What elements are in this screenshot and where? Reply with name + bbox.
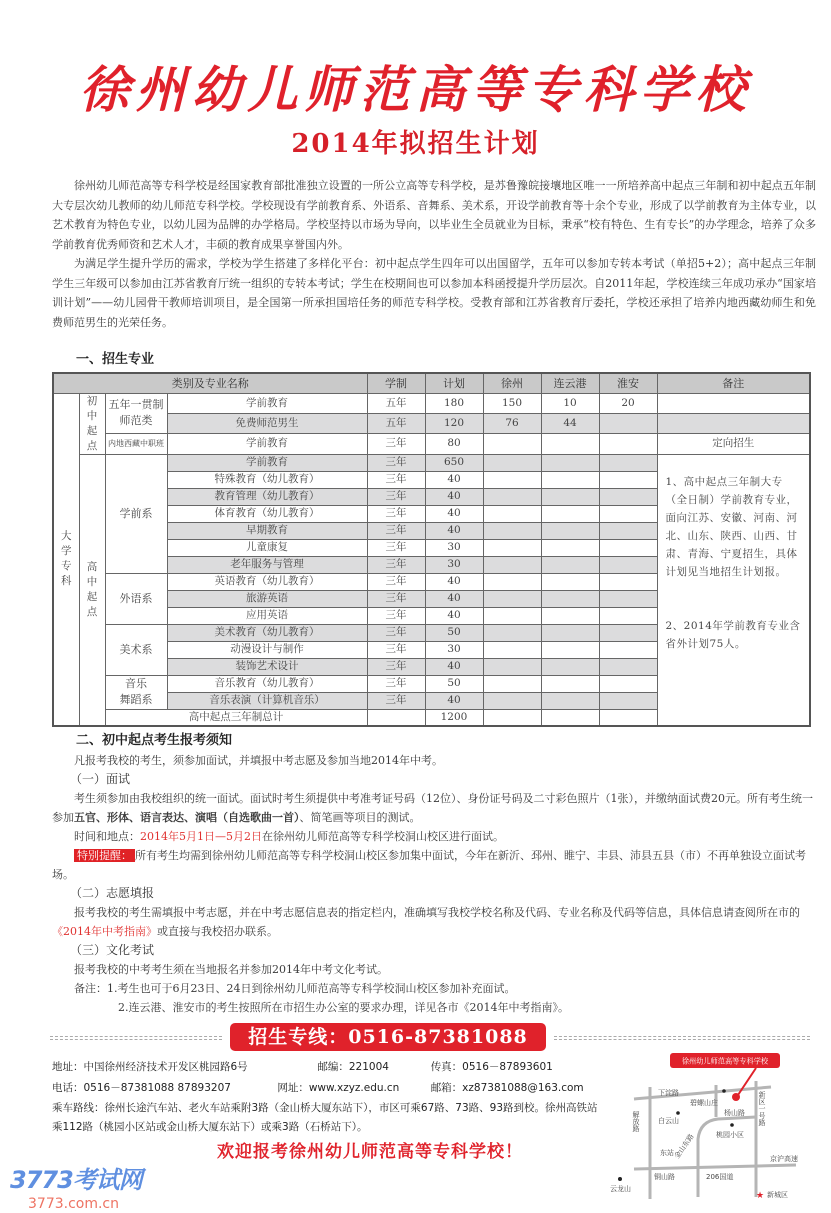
cell-xuzhou: 76 <box>483 413 541 433</box>
cell-major: 早期教育 <box>167 522 367 539</box>
table-row <box>53 454 810 471</box>
cell-huaian <box>599 641 657 658</box>
cell-xuzhou <box>483 607 541 624</box>
application-text-end: 或直接与我校招办联系。 <box>157 925 278 938</box>
department-name: 外语系 <box>105 573 167 624</box>
group-junior <box>79 393 105 454</box>
header-note: 备注 <box>657 373 810 393</box>
alert-badge: 特别提醒： <box>74 849 135 862</box>
cell-huaian <box>599 624 657 641</box>
interview-items: 五官、形体、语言表达、演唱（自选歌曲一首） <box>74 811 300 824</box>
time-label: 时间和地点： <box>74 830 140 843</box>
divider <box>50 1036 222 1040</box>
location-map <box>606 1051 831 1201</box>
interview-time <box>52 827 816 846</box>
cell-plan: 40 <box>425 607 483 624</box>
cell-major: 学前教育 <box>167 393 367 413</box>
cell-plan: 40 <box>425 573 483 590</box>
plan-subtitle: 2014年拟招生计划 <box>291 129 540 159</box>
cell-xuzhou <box>483 539 541 556</box>
cell-lianyungang <box>541 709 599 726</box>
cell-major: 学前教育 <box>167 454 367 471</box>
cell-xuzhou <box>483 434 541 454</box>
special-alert <box>52 846 816 884</box>
total-value: 1200 <box>425 709 483 726</box>
fax: 传真：0516－87893601 <box>430 1061 553 1073</box>
map-place: 云龙山 <box>610 1185 631 1193</box>
cell-xuzhou <box>483 641 541 658</box>
map-place: 杨山路 <box>724 1109 745 1117</box>
header-huaian: 淮安 <box>599 373 657 393</box>
star-icon: ★ <box>756 1191 765 1201</box>
application-title: （二）志愿填报 <box>70 886 155 900</box>
interview-paragraph <box>52 789 816 827</box>
cell-plan: 40 <box>425 692 483 709</box>
exam-note-2: 2.连云港、淮安市的考生按照所在市招生办公室的要求办理，详见各市《2014年中考指南》。 <box>118 1001 569 1014</box>
cell-xuzhou <box>483 709 541 726</box>
map-place: 下淀路 <box>658 1089 679 1097</box>
cell-huaian <box>599 488 657 505</box>
bus-route: 乘车路线：徐州长途汽车站、老火车站乘附3路（金山桥大厦东站下），市区可乘67路、73路、93路到校。徐州高铁站乘112路（桃园小区站或金山桥大厦东站下）或乘3路（石桥站下）。 <box>52 1102 598 1133</box>
divider <box>554 1036 810 1040</box>
road <box>634 1087 771 1099</box>
cell-note <box>657 393 810 413</box>
cell-note <box>657 413 810 433</box>
cell-plan: 40 <box>425 505 483 522</box>
cell-lianyungang <box>541 675 599 692</box>
cell-lianyungang <box>541 590 599 607</box>
table-row <box>53 393 810 413</box>
website-link[interactable]: 网址：www.xzyz.edu.cn <box>277 1082 400 1094</box>
cell-plan: 40 <box>425 658 483 675</box>
cell-plan: 80 <box>425 434 483 454</box>
table-row <box>53 413 810 433</box>
cell-lianyungang <box>541 556 599 573</box>
cell-huaian <box>599 675 657 692</box>
section-heading-majors: 一、招生专业 <box>76 352 155 367</box>
map-place: 206国道 <box>706 1173 734 1181</box>
cell-years: 三年 <box>367 434 425 454</box>
cell-years: 三年 <box>367 573 425 590</box>
cell-years: 三年 <box>367 488 425 505</box>
cell-xuzhou <box>483 454 541 471</box>
cell-major: 体育教育（幼儿教育） <box>167 505 367 522</box>
footer-slogan: 欢迎报考徐州幼儿师范高等专科学校！ <box>217 1142 523 1162</box>
cell-xuzhou <box>483 590 541 607</box>
cell-years: 三年 <box>367 675 425 692</box>
cell-lianyungang <box>541 454 599 471</box>
map-place: 金山东路 <box>673 1132 696 1161</box>
cell-plan: 180 <box>425 393 483 413</box>
cell-major: 旅游英语 <box>167 590 367 607</box>
cell-xuzhou <box>483 573 541 590</box>
cell-major: 儿童康复 <box>167 539 367 556</box>
map-place: 新城区 <box>767 1191 788 1199</box>
intro-section <box>52 176 816 332</box>
department-name-line: 音乐 <box>125 677 147 690</box>
cell-plan: 30 <box>425 641 483 658</box>
department-name <box>105 675 167 709</box>
cell-years: 三年 <box>367 607 425 624</box>
postcode: 邮编：221004 <box>317 1061 389 1073</box>
cell-huaian <box>599 471 657 488</box>
cell-xuzhou <box>483 692 541 709</box>
total-label: 高中起点三年制总计 <box>105 709 367 726</box>
cell-huaian <box>599 522 657 539</box>
cell-major: 音乐表演（计算机音乐） <box>167 692 367 709</box>
cell-years: 三年 <box>367 641 425 658</box>
cell-huaian <box>599 413 657 433</box>
cell-huaian <box>599 556 657 573</box>
cell-plan: 40 <box>425 488 483 505</box>
cell-lianyungang: 10 <box>541 393 599 413</box>
cell-lianyungang <box>541 522 599 539</box>
table-row <box>53 434 810 454</box>
junior-notice-body <box>52 751 816 1017</box>
five-year-label: 五年一贯制师范类 <box>105 393 167 434</box>
cell-major: 英语教育（幼儿教育） <box>167 573 367 590</box>
cell-huaian <box>599 607 657 624</box>
map-place: 解放路 <box>632 1111 640 1132</box>
interview-text: 考生须参加由我校组织的统一面试。面试时考生须提供中考准考证号码（12位）、身份证号码及二寸彩色照片（1张），并缴纳面试费20元。所有考生统一参加 <box>52 792 813 824</box>
cell-lianyungang <box>541 658 599 675</box>
cell-xuzhou <box>483 675 541 692</box>
map-place: 碧螺山庄 <box>690 1099 718 1107</box>
header-plan: 计划 <box>425 373 483 393</box>
cell-lianyungang <box>541 471 599 488</box>
cell-xuzhou <box>483 556 541 573</box>
cell-plan: 120 <box>425 413 483 433</box>
cell-lianyungang <box>541 434 599 454</box>
application-paragraph <box>52 903 816 941</box>
senior-notes <box>657 454 810 726</box>
interview-text-end: 、简笔画等项目的测试。 <box>299 811 421 824</box>
road <box>634 1165 796 1169</box>
cell-years: 三年 <box>367 539 425 556</box>
group-senior-text: 高中起点 <box>86 560 98 618</box>
cell-xuzhou <box>483 624 541 641</box>
cell-note: 定向招生 <box>657 434 810 454</box>
cell-huaian: 20 <box>599 393 657 413</box>
cell-plan: 50 <box>425 624 483 641</box>
cell-lianyungang <box>541 573 599 590</box>
cell-major: 特殊教育（幼儿教育） <box>167 471 367 488</box>
cell-years: 三年 <box>367 471 425 488</box>
cell-huaian <box>599 658 657 675</box>
exam-guide-link: 《2014年中考指南》 <box>52 925 157 938</box>
map-place: 白云山 <box>658 1117 679 1125</box>
group-college-text: 大学专科 <box>61 530 72 588</box>
cell-years: 三年 <box>367 590 425 607</box>
group-senior <box>79 454 105 726</box>
map-place: 新区一号路 <box>758 1091 766 1126</box>
map-school-label: 徐州幼儿师范高等专科学校 <box>681 1056 769 1066</box>
cell-years: 三年 <box>367 505 425 522</box>
cell-huaian <box>599 539 657 556</box>
cell-major: 教育管理（幼儿教育） <box>167 488 367 505</box>
total-years <box>367 709 425 726</box>
cell-plan: 650 <box>425 454 483 471</box>
cell-huaian <box>599 434 657 454</box>
cell-lianyungang: 44 <box>541 413 599 433</box>
group-junior-text: 初中起点 <box>86 394 98 452</box>
cell-plan: 40 <box>425 590 483 607</box>
road <box>698 1117 756 1197</box>
pointer <box>738 1068 756 1095</box>
exam-title: （三）文化考试 <box>70 943 155 957</box>
alert-text: 所有考生均需到徐州幼儿师范高等专科学校洞山校区参加集中面试，今年在新沂、邳州、睢宁、丰县、沛县五县（市）不再单独设立面试考场。 <box>52 849 806 881</box>
school-marker <box>732 1093 740 1101</box>
cell-plan: 40 <box>425 522 483 539</box>
cell-plan: 30 <box>425 556 483 573</box>
tibet-label: 内地西藏中职班 <box>105 434 167 454</box>
intro-paragraph: 为满足学生提升学历的需求，学校为学生搭建了多样化平台：初中起点学生四年可以出国留学，五年可以参加专转本考试（单招5+2）；高中起点三年制学生三年级可以参加由江苏省教育厅统一组织的专转本考试；学生在校期间也可以参加本科函授提升学历层次。自2011年起，学校连续三年成功承办“国家培训计划”——幼儿园骨干教师培训项目，是全国第一所承担国培任务的师范专科学校。受教育部和江苏省教育厅委托，学校还承担了培养内地西藏幼师生和免费师范男生的光荣任务。 <box>52 257 816 329</box>
notice-lead: 凡报考我校的考生，须参加面试，并填报中考志愿及参加当地2014年中考。 <box>74 754 443 767</box>
contact-info <box>52 1057 600 1137</box>
cell-xuzhou <box>483 658 541 675</box>
cell-lianyungang <box>541 539 599 556</box>
watermark-url[interactable]: 3773.com.cn <box>28 1196 119 1212</box>
address: 地址：中国徐州经济技术开发区桃园路6号 <box>52 1061 248 1073</box>
cell-huaian <box>599 692 657 709</box>
header-lianyungang: 连云港 <box>541 373 599 393</box>
department-name: 美术系 <box>105 624 167 675</box>
cell-major: 免费师范男生 <box>167 413 367 433</box>
map-place: 桃园小区 <box>716 1131 744 1139</box>
cell-lianyungang <box>541 488 599 505</box>
group-college <box>53 393 79 726</box>
cell-major: 音乐教育（幼儿教育） <box>167 675 367 692</box>
time-value: 2014年5月1日—5月2日 <box>140 830 262 843</box>
school-name-title: 徐州幼儿师范高等专科学校 <box>79 60 752 119</box>
exam-note-1: 备注：1.考生也可于6月23日、24日到徐州幼儿师范高等专科学校洞山校区参加补充面试。 <box>74 982 516 995</box>
senior-note: 2、2014年学前教育专业含省外计划75人。 <box>665 619 801 650</box>
cell-major: 应用英语 <box>167 607 367 624</box>
map-place: 京沪高速 <box>770 1155 798 1163</box>
cell-xuzhou <box>483 522 541 539</box>
hotline-number: 招生专线：0516-87381088 <box>230 1023 546 1051</box>
intro-paragraph: 徐州幼儿师范高等专科学校是经国家教育部批准独立设置的一所公立高等专科学校，是苏鲁豫皖接壤地区唯一一所培养高中起点三年制和初中起点五年制大专层次幼儿教师的幼儿师范专科学校。学校现设有学前教育系、外语系、音舞系、美术系，开设学前教育等十余个专业，形成了以学前教育为主体专业，以艺术教育为特色专业，以幼儿园为品牌的办学格局。学校坚持以市场为导向，以毕业生全员就业为目标，秉承“校有特色、生有专长”的办学理念，培养了众多学前教育优秀师资和艺术人才，丰硕的教育成果享誉国内外。 <box>52 179 816 251</box>
map-place: 东站 <box>660 1149 674 1157</box>
cell-lianyungang <box>541 624 599 641</box>
cell-plan: 40 <box>425 471 483 488</box>
senior-note: 1、高中起点三年制大专（全日制）学前教育专业，面向江苏、安徽、河南、河北、山东、陕西、山西、甘肃、青海、宁夏招生，具体计划见当地招生计划报。 <box>665 475 798 578</box>
cell-years: 三年 <box>367 522 425 539</box>
header-category: 类别及专业名称 <box>53 373 367 393</box>
cell-major: 学前教育 <box>167 434 367 454</box>
interview-title: （一）面试 <box>70 772 131 786</box>
cell-lianyungang <box>541 692 599 709</box>
cell-major: 老年服务与管理 <box>167 556 367 573</box>
cell-huaian <box>599 709 657 726</box>
cell-years: 三年 <box>367 556 425 573</box>
cell-years: 三年 <box>367 454 425 471</box>
cell-major: 装饰艺术设计 <box>167 658 367 675</box>
table-header-row <box>53 373 810 393</box>
section-heading-junior-notice: 二、初中起点考生报考须知 <box>76 733 233 748</box>
cell-huaian <box>599 454 657 471</box>
cell-plan: 50 <box>425 675 483 692</box>
phone: 电话：0516－87381088 87893207 <box>52 1082 231 1094</box>
cell-huaian <box>599 505 657 522</box>
exam-text: 报考我校的中考考生须在当地报名并参加2014年中考文化考试。 <box>74 963 388 976</box>
enrollment-table <box>52 372 811 727</box>
cell-lianyungang <box>541 641 599 658</box>
application-text: 报考我校的考生需填报中考志愿，并在中考志愿信息表的指定栏内，准确填写我校学校名称及代码、专业名称及代码等信息，具体信息请查阅所在市的 <box>74 906 800 919</box>
department-name-line: 舞蹈系 <box>119 693 153 706</box>
cell-lianyungang <box>541 505 599 522</box>
cell-years: 三年 <box>367 624 425 641</box>
cell-xuzhou: 150 <box>483 393 541 413</box>
cell-years: 五年 <box>367 413 425 433</box>
cell-years: 三年 <box>367 658 425 675</box>
email-link[interactable]: 邮箱：xz87381088@163.com <box>430 1082 584 1094</box>
watermark-logo: 3773考试网 <box>10 1166 142 1194</box>
cell-years: 五年 <box>367 393 425 413</box>
header-xuzhou: 徐州 <box>483 373 541 393</box>
map-place: 铜山路 <box>654 1173 675 1181</box>
cell-major: 美术教育（幼儿教育） <box>167 624 367 641</box>
cell-huaian <box>599 573 657 590</box>
department-name: 学前系 <box>105 454 167 573</box>
hotline-banner <box>50 1023 810 1053</box>
time-location: 在徐州幼儿师范高等专科学校洞山校区进行面试。 <box>262 830 504 843</box>
map-svg <box>606 1051 831 1201</box>
cell-xuzhou <box>483 488 541 505</box>
cell-xuzhou <box>483 471 541 488</box>
cell-major: 动漫设计与制作 <box>167 641 367 658</box>
cell-lianyungang <box>541 607 599 624</box>
cell-plan: 30 <box>425 539 483 556</box>
header-years: 学制 <box>367 373 425 393</box>
cell-xuzhou <box>483 505 541 522</box>
cell-years: 三年 <box>367 692 425 709</box>
cell-huaian <box>599 590 657 607</box>
